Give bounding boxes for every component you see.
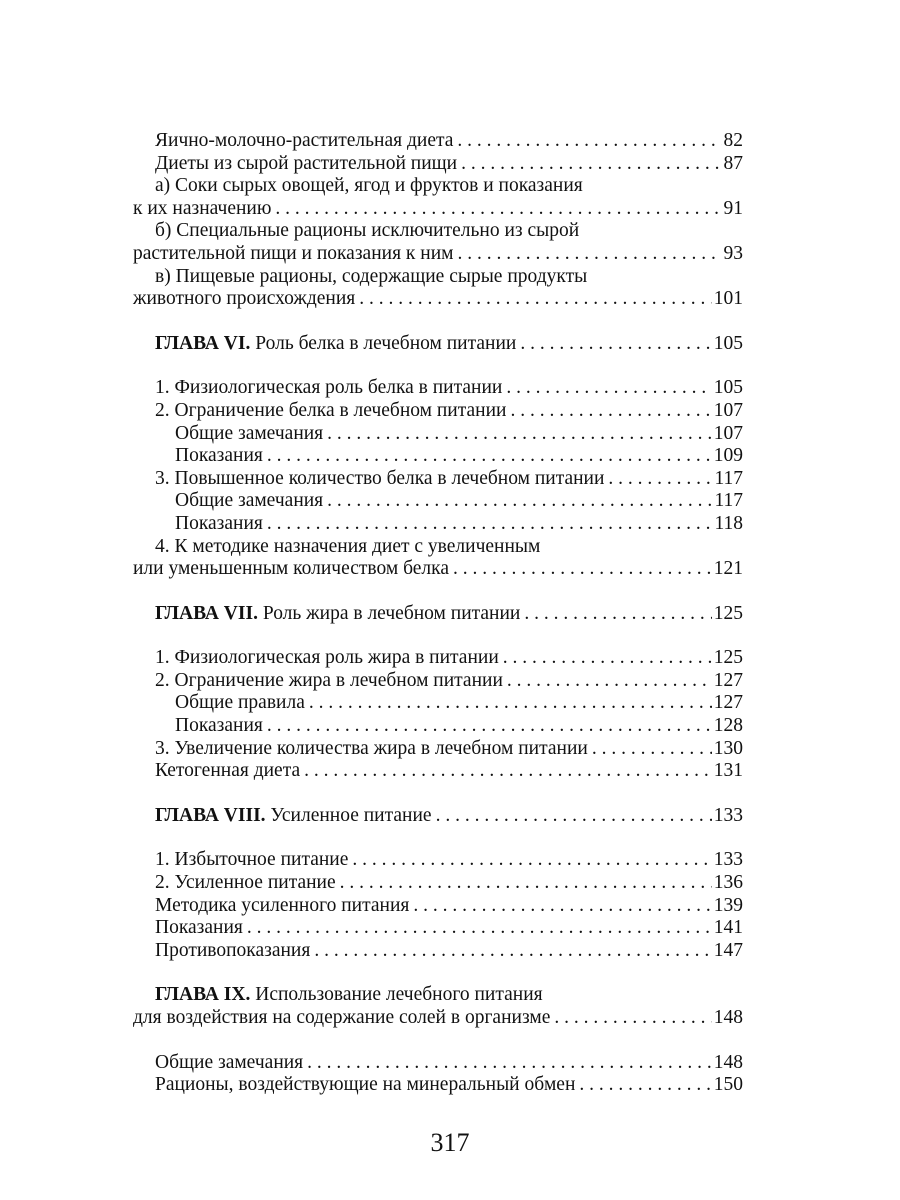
toc-entry-title bbox=[155, 872, 336, 895]
toc-entry-title bbox=[133, 1007, 550, 1030]
toc-entry bbox=[133, 377, 743, 400]
dot-leader bbox=[506, 377, 711, 400]
section-spacer bbox=[133, 1030, 743, 1052]
toc-entry bbox=[133, 715, 743, 738]
dot-leader bbox=[309, 692, 712, 715]
toc-page-number: 125 bbox=[713, 602, 743, 624]
toc-page-number: 148 bbox=[713, 1007, 743, 1028]
toc-entry-text: Рационы, воздействующие на минеральный обмен bbox=[155, 1074, 576, 1096]
dot-leader bbox=[554, 1007, 711, 1030]
toc-entry-text: Общие замечания bbox=[155, 1051, 304, 1073]
table-of-contents bbox=[133, 130, 743, 1097]
toc-entry-text: 3. Повышенное количество белка в лечебном питании bbox=[155, 467, 605, 489]
toc-entry-title bbox=[155, 670, 503, 693]
toc-page-number: 121 bbox=[713, 558, 743, 580]
toc-entry-title bbox=[155, 738, 588, 761]
toc-entry bbox=[133, 738, 743, 761]
toc-entry-title bbox=[175, 490, 323, 513]
toc-entry bbox=[133, 692, 743, 715]
toc-entry-text: к их назначению bbox=[133, 197, 272, 219]
toc-entry-title bbox=[155, 805, 432, 828]
toc-page-number: 133 bbox=[713, 849, 743, 871]
toc-entry-text: 1. Физиологическая роль жира в питании bbox=[155, 647, 499, 669]
toc-entry bbox=[133, 849, 743, 872]
toc-entry bbox=[133, 558, 743, 581]
toc-page-number: 107 bbox=[713, 399, 743, 421]
toc-page-number: 105 bbox=[713, 377, 743, 399]
toc-entry-title bbox=[175, 715, 263, 738]
toc-entry-text: 1. Физиологическая роль белка в питании bbox=[155, 377, 503, 399]
dot-leader bbox=[453, 558, 712, 581]
toc-entry-text: 1. Избыточное питание bbox=[155, 849, 349, 871]
dot-leader bbox=[359, 288, 711, 311]
toc-entry-text: Кетогенная диета bbox=[155, 760, 301, 782]
toc-entry-text: животного происхождения bbox=[133, 288, 356, 310]
toc-page-number: 105 bbox=[713, 332, 743, 354]
toc-entry-title bbox=[133, 288, 355, 311]
dot-leader bbox=[247, 917, 712, 940]
toc-entry bbox=[133, 917, 743, 940]
dot-leader bbox=[275, 198, 721, 221]
toc-entry-text: 2. Ограничение белка в лечебном питании bbox=[155, 399, 507, 421]
toc-page-number: 148 bbox=[713, 1051, 743, 1073]
dot-leader bbox=[327, 490, 712, 513]
toc-page-number: 130 bbox=[713, 737, 743, 759]
toc-page-number: 82 bbox=[723, 130, 743, 151]
chapter-heading bbox=[133, 805, 743, 828]
toc-entry-title bbox=[155, 647, 499, 670]
chapter-heading-line bbox=[133, 984, 743, 1007]
dot-leader bbox=[327, 423, 712, 446]
toc-entry-text: Противопоказания bbox=[155, 939, 311, 961]
toc-entry bbox=[133, 670, 743, 693]
toc-entry-title bbox=[155, 400, 506, 423]
toc-page-number: 139 bbox=[713, 894, 743, 916]
toc-entry-text: Общие правила bbox=[175, 692, 305, 714]
toc-entry-title bbox=[133, 198, 271, 221]
toc-entry-title bbox=[155, 1074, 575, 1097]
section-spacer bbox=[133, 783, 743, 805]
dot-leader bbox=[267, 513, 713, 536]
toc-entry-text: Методика усиленного питания bbox=[155, 894, 410, 916]
toc-entry-text: растительной пищи и показания к ним bbox=[133, 242, 454, 264]
chapter-heading bbox=[133, 333, 743, 356]
dot-leader bbox=[507, 670, 712, 693]
toc-entry bbox=[133, 760, 743, 783]
toc-entry-line bbox=[133, 536, 743, 559]
toc-entry-title bbox=[175, 513, 263, 536]
toc-entry-title bbox=[155, 1052, 303, 1075]
toc-page-number: 117 bbox=[714, 467, 743, 489]
toc-entry-title bbox=[155, 917, 243, 940]
toc-entry-title bbox=[155, 468, 604, 491]
toc-entry-title bbox=[133, 243, 453, 266]
toc-entry-text: Яично-молочно-растительная диета bbox=[155, 130, 454, 151]
toc-entry bbox=[133, 468, 743, 491]
toc-entry bbox=[133, 940, 743, 963]
dot-leader bbox=[267, 445, 712, 468]
dot-leader bbox=[503, 647, 712, 670]
toc-entry bbox=[133, 243, 743, 266]
section-spacer bbox=[133, 827, 743, 849]
toc-entry bbox=[133, 153, 743, 176]
section-spacer bbox=[133, 625, 743, 647]
toc-entry-title bbox=[155, 760, 300, 783]
toc-page-number: 127 bbox=[713, 692, 743, 714]
toc-page-number: 136 bbox=[713, 872, 743, 894]
toc-entry bbox=[133, 1052, 743, 1075]
section-spacer bbox=[133, 581, 743, 603]
dot-leader bbox=[592, 738, 712, 761]
section-spacer bbox=[133, 355, 743, 377]
toc-entry-text: в) Пищевые рационы, содержащие сырые продукты bbox=[155, 265, 588, 287]
toc-entry bbox=[133, 423, 743, 446]
toc-entry bbox=[133, 288, 743, 311]
toc-entry-text: Показания bbox=[175, 715, 263, 737]
toc-entry-title bbox=[155, 940, 310, 963]
toc-page-number: 128 bbox=[713, 715, 743, 737]
toc-entry-title bbox=[175, 423, 323, 446]
toc-page-number: 133 bbox=[713, 804, 743, 826]
toc-entry-text: Общие замечания bbox=[175, 490, 324, 512]
dot-leader bbox=[608, 468, 712, 491]
toc-entry-text: Усиленное питание bbox=[270, 804, 432, 826]
toc-entry bbox=[133, 872, 743, 895]
toc-entry-title bbox=[155, 333, 516, 356]
page-number: 317 bbox=[430, 1128, 470, 1157]
dot-leader bbox=[340, 872, 712, 895]
dot-leader bbox=[307, 1052, 712, 1075]
toc-entry-text: б) Специальные рационы исключительно из сырой bbox=[155, 220, 580, 242]
toc-entry-text: Диеты из сырой растительной пищи bbox=[155, 152, 458, 174]
toc-page-number: 107 bbox=[713, 422, 743, 444]
toc-entry-title bbox=[155, 895, 409, 918]
toc-entry-text: 3. Увеличение количества жира в лечебном питании bbox=[155, 737, 588, 759]
toc-page-number: 147 bbox=[713, 939, 743, 961]
toc-entry-text: 2. Ограничение жира в лечебном питании bbox=[155, 669, 503, 691]
toc-entry bbox=[133, 1074, 743, 1097]
toc-entry bbox=[133, 513, 743, 536]
section-spacer bbox=[133, 311, 743, 333]
toc-entry-text: или уменьшенным количеством белка bbox=[133, 558, 449, 580]
toc-entry-title bbox=[155, 153, 457, 176]
toc-entry-text: Показания bbox=[175, 512, 263, 534]
chapter-label: ГЛАВА VI. bbox=[155, 332, 251, 354]
toc-entry-line bbox=[133, 220, 743, 243]
dot-leader bbox=[520, 333, 711, 356]
toc-entry-line bbox=[133, 175, 743, 198]
toc-entry bbox=[133, 445, 743, 468]
dot-leader bbox=[352, 849, 711, 872]
toc-entry-text: Роль белка в лечебном питании bbox=[255, 332, 517, 354]
toc-entry bbox=[133, 895, 743, 918]
toc-page-number: 93 bbox=[723, 242, 743, 264]
toc-entry-title bbox=[155, 603, 520, 626]
toc-entry-text: Общие замечания bbox=[175, 422, 324, 444]
dot-leader bbox=[413, 895, 711, 918]
toc-entry-text: Использование лечебного питания bbox=[255, 984, 543, 1006]
toc-entry-text: Показания bbox=[175, 445, 263, 467]
toc-page-number: 91 bbox=[723, 197, 743, 219]
dot-leader bbox=[579, 1074, 711, 1097]
chapter-label: ГЛАВА VIII. bbox=[155, 804, 266, 826]
toc-page-number: 117 bbox=[714, 490, 743, 512]
chapter-label: ГЛАВА VII. bbox=[155, 602, 258, 624]
toc-entry-title bbox=[155, 377, 502, 400]
chapter-label: ГЛАВА IX. bbox=[155, 984, 251, 1006]
toc-page-number: 125 bbox=[713, 647, 743, 669]
toc-entry bbox=[133, 490, 743, 513]
dot-leader bbox=[524, 603, 711, 626]
dot-leader bbox=[267, 715, 712, 738]
toc-entry-text: Показания bbox=[155, 917, 243, 939]
dot-leader bbox=[457, 130, 721, 153]
toc-page-number: 101 bbox=[713, 288, 743, 310]
toc-entry-text: 2. Усиленное питание bbox=[155, 872, 336, 894]
toc-entry-text: Роль жира в лечебном питании bbox=[262, 602, 521, 624]
toc-page-number: 127 bbox=[713, 669, 743, 691]
dot-leader bbox=[510, 400, 711, 423]
dot-leader bbox=[314, 940, 711, 963]
toc-entry-title bbox=[133, 558, 449, 581]
toc-page-number: 109 bbox=[713, 445, 743, 467]
toc-page-number: 150 bbox=[713, 1074, 743, 1096]
toc-entry-title bbox=[155, 130, 453, 153]
dot-leader bbox=[461, 153, 721, 176]
toc-entry-text: 4. К методике назначения диет с увеличенным bbox=[155, 535, 541, 557]
toc-entry-line bbox=[133, 266, 743, 289]
toc-page-number: 131 bbox=[713, 760, 743, 782]
toc-entry bbox=[133, 400, 743, 423]
toc-page-number: 118 bbox=[714, 512, 743, 534]
toc-page-number: 141 bbox=[713, 917, 743, 939]
toc-entry-title bbox=[175, 692, 305, 715]
dot-leader bbox=[304, 760, 712, 783]
section-spacer bbox=[133, 962, 743, 984]
toc-entry-title bbox=[155, 849, 348, 872]
toc-entry bbox=[133, 198, 743, 221]
chapter-heading bbox=[133, 603, 743, 626]
dot-leader bbox=[436, 805, 712, 828]
toc-entry bbox=[133, 130, 743, 153]
toc-page-number: 87 bbox=[723, 152, 743, 174]
toc-entry-title bbox=[175, 445, 263, 468]
toc-entry bbox=[133, 1007, 743, 1030]
toc-entry bbox=[133, 647, 743, 670]
toc-entry-text: а) Соки сырых овощей, ягод и фруктов и показания bbox=[155, 175, 583, 197]
dot-leader bbox=[457, 243, 721, 266]
toc-entry-text: для воздействия на содержание солей в организме bbox=[133, 1007, 551, 1028]
